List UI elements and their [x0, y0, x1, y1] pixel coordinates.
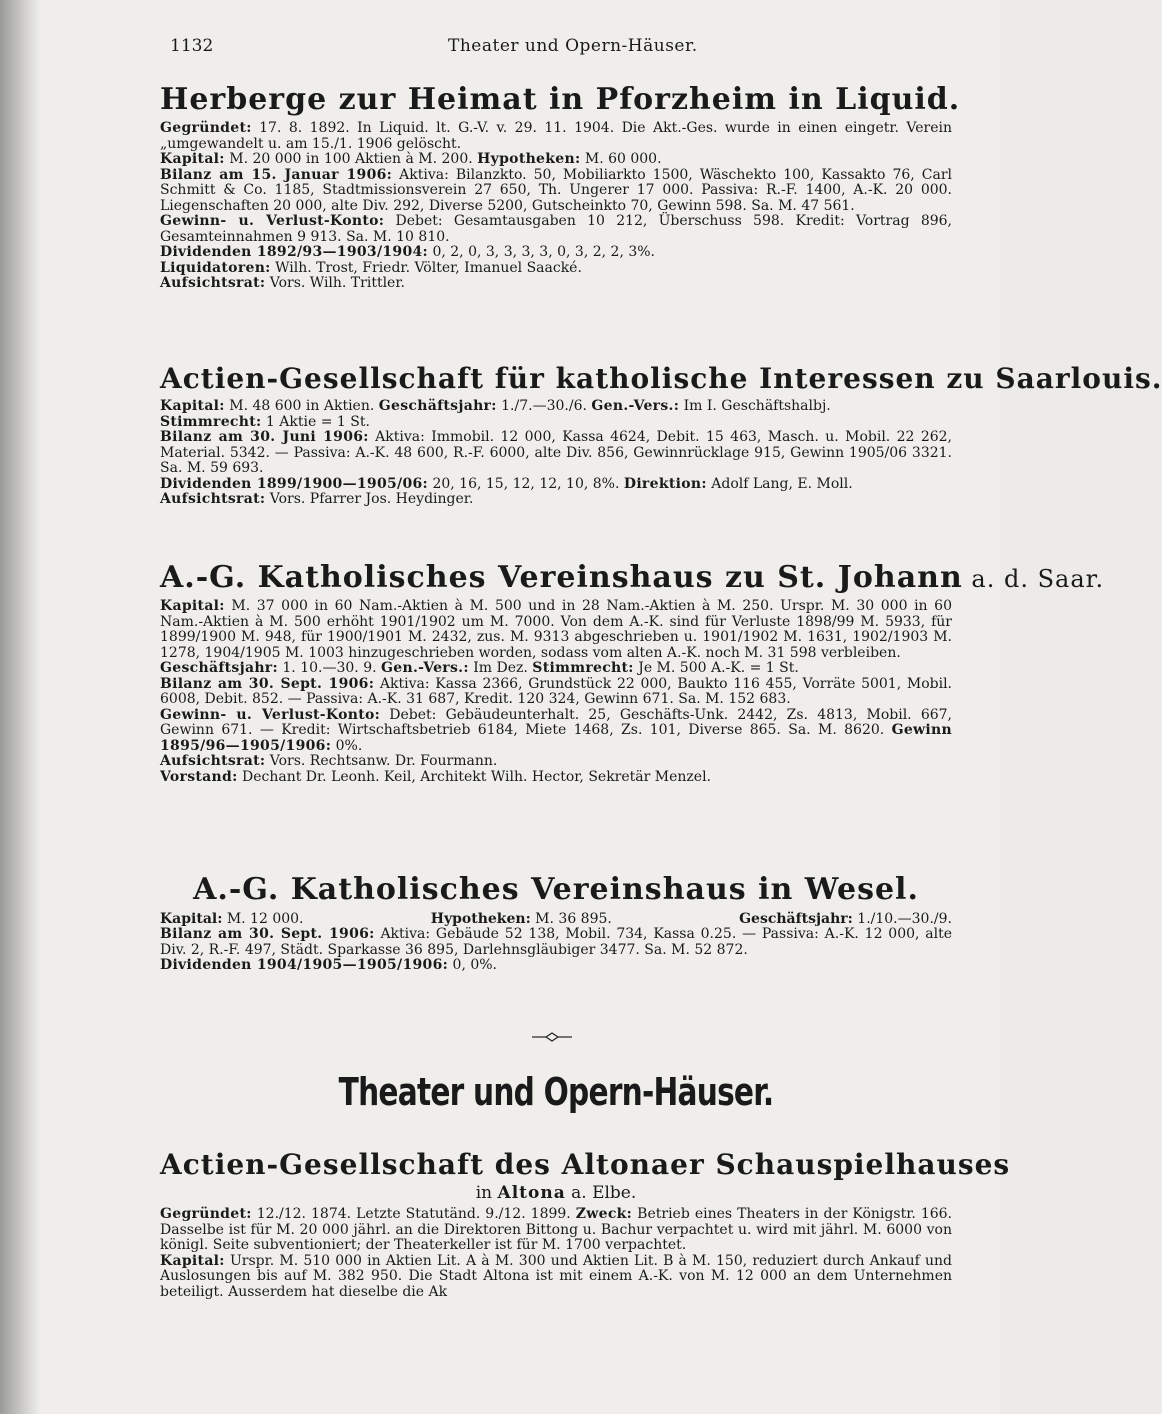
summary-cell: Geschäftsjahr: 1./10.—30./9. [739, 911, 952, 927]
article-line: Dividenden 1904/1905—1905/1906: 0, 0%. [160, 957, 498, 973]
article-line: Gewinn- u. Verlust-Konto: Debet: Gesamtausgaben 10 212, Überschuss 598. Kredit: Vortrag 896, Gesamteinnahmen 9 913. Sa. M. 10 810. [160, 213, 952, 245]
article-title: A.-G. Katholisches Vereinshaus in Wesel. [193, 872, 919, 907]
article-line: Aufsichtsrat: Vors. Rechtsanw. Dr. Fourmann. [160, 753, 498, 769]
section-heading: Theater und Opern-Häuser. [338, 1070, 774, 1114]
page-number: 1132 [170, 36, 214, 56]
article-line: Dividenden 1892/93—1903/1904: 0, 2, 0, 3, 3, 3, 3, 0, 3, 2, 2, 3%. [160, 244, 656, 260]
article-line: Aufsichtsrat: Vors. Pfarrer Jos. Heydinger. [160, 491, 474, 507]
article-line: Liquidatoren: Wilh. Trost, Friedr. Völter, Imanuel Saacké. [160, 259, 582, 276]
summary-cell: Hypotheken: M. 36 895. [430, 911, 612, 927]
article-title: Herberge zur Heimat in Pforzheim in Liquid. [160, 82, 961, 117]
article-line: Stimmrecht: 1 Aktie = 1 St. [160, 413, 370, 430]
article-wesel [160, 872, 952, 974]
article-title: A.-G. Katholisches Vereinshaus zu St. Johann a. d. Saar. [160, 560, 1105, 595]
article-line: Bilanz am 30. Sept. 1906: Aktiva: Gebäude 52 138, Mobil. 734, Kassa 0.25. — Passiva: A.-K. 12 000, alte Div. 2, R.-F. 497, Städt. Sparkasse 36 895, Darlehnsgläubiger 3477. Sa. M. 52 872. [160, 926, 953, 958]
running-head [170, 36, 940, 60]
article-line: Bilanz am 15. Januar 1906: Aktiva: Bilanzkto. 50, Mobiliarkto 1500, Wäschekto 100, Kassakto 76, Carl Schmitt & Co. 1185, Stadtmissionsverein 27 650, Th. Ungerer 17 000. Passiva: R.-F. 1400, A.-K. 20 000. Liegenschaften 20 000, alte Div. 292, Diverse 5200, Gutscheinkto 70, Gewinn 598. Sa. M. 47 561. [160, 166, 953, 214]
article-line: Gewinn- u. Verlust-Konto: Debet: Gebäudeunterhalt. 25, Geschäfts-Unk. 2442, Zs. 4813, Mobil. 667, Gewinn 671. — Kredit: Wirtschaftsbetrieb 6184, Miete 1468, Zs. 101, Diverse 865. Sa. M. 8620. Gewinn 1895/96—1905/1906: 0%. [160, 706, 952, 754]
article-line: Gegründet: 17. 8. 1892. In Liquid. lt. G.-V. v. 29. 11. 1904. Die Akt.-Ges. wurde in einen eingetr. Verein „umgewandelt u. am 15./1. 1906 gelöscht. [160, 120, 952, 152]
ornament-divider [532, 1032, 572, 1042]
article-line: Dividenden 1899/1900—1905/06: 20, 16, 15, 12, 12, 10, 8%. Direktion: Adolf Lang, E. Moll. [160, 475, 853, 492]
article-line: Kapital: M. 20 000 in 100 Aktien à M. 200. Hypotheken: M. 60 000. [160, 151, 662, 167]
article-altona [160, 1148, 1011, 1300]
article-subtitle: in Altona a. Elbe. [475, 1183, 637, 1203]
article-pforzheim [160, 82, 961, 292]
article-line: Geschäftsjahr: 1. 10.—30. 9. Gen.-Vers.: Im Dez. Stimmrecht: Je M. 500 A.-K. = 1 St. [160, 660, 799, 676]
article-saarlouis [160, 362, 1162, 508]
summary-row [160, 911, 952, 927]
article-line: Kapital: M. 37 000 in 60 Nam.-Aktien à M. 500 und in 28 Nam.-Aktien à M. 250. Urspr. M. 30 000 in 60 Nam.-Aktien à M. 500 erhöht 1901/1902 um M. 7000. Von dem A.-K. sind für Verluste 1898/99 M. 5933, für 1899/1900 M. 948, für 1900/1901 M. 2432, zus. M. 9313 abgeschrieben u. 1901/1902 M. 1631, 1902/1903 M. 1278, 1904/1905 M. 1003 hinzugeschrieben worden, sodass vom alten A.-K. noch M. 31 598 verbleiben. [160, 598, 952, 661]
article-line: Bilanz am 30. Juni 1906: Aktiva: Immobil. 12 000, Kassa 4624, Debit. 15 463, Masch. u. Mobil. 22 262, Material. 5342. — Passiva: A.-K. 48 600, R.-F. 6000, alte Div. 856, Gewinnrücklage 915, Gewinn 1905/06 3321. Sa. M. 59 693. [160, 429, 952, 476]
article-line: Aufsichtsrat: Vors. Wilh. Trittler. [160, 275, 405, 291]
article-title: Actien-Gesellschaft für katholische Interessen zu Saarlouis. [160, 362, 1162, 395]
summary-cell: Kapital: M. 12 000. [160, 911, 304, 927]
article-line: Kapital: M. 48 600 in Aktien. Geschäftsjahr: 1./7.—30./6. Gen.-Vers.: Im I. Geschäftshalbj. [160, 398, 831, 414]
article-line: Bilanz am 30. Sept. 1906: Aktiva: Kassa 2366, Grundstück 22 000, Baukto 116 455, Vorräte 5001, Mobil. 6008, Debit. 852. — Passiva: A.-K. 31 687, Kredit. 120 324, Gewinn 671. Sa. M. 152 683. [160, 675, 952, 707]
running-title: Theater und Opern-Häuser. [448, 36, 698, 56]
article-title: Actien-Gesellschaft des Altonaer Schauspielhauses [160, 1148, 1011, 1181]
article-line: Gegründet: 12./12. 1874. Letzte Statutänd. 9./12. 1899. Zweck: Betrieb eines Theaters in der Königstr. 166. Dasselbe ist für M. 20 000 jährl. an die Direktoren Bittong u. Bachur verpachtet u. wird mit jährl. M. 6000 von königl. Seite subventioniert; der Theaterkeller ist für M. 1700 verpachtet. [160, 1206, 952, 1253]
binding-shadow [0, 0, 40, 1414]
article-line: Vorstand: Dechant Dr. Leonh. Keil, Architekt Wilh. Hector, Sekretär Menzel. [160, 768, 711, 785]
article-st-johann [160, 560, 1105, 785]
article-line: Kapital: Urspr. M. 510 000 in Aktien Lit. A à M. 300 und Aktien Lit. B à M. 150, reduziert durch Ankauf und Auslosungen bis auf M. 382 950. Die Stadt Altona ist mit einem A.-K. von M. 12 000 an dem Unternehmen beteiligt. Ausserdem hat dieselbe die Ak [160, 1252, 952, 1300]
